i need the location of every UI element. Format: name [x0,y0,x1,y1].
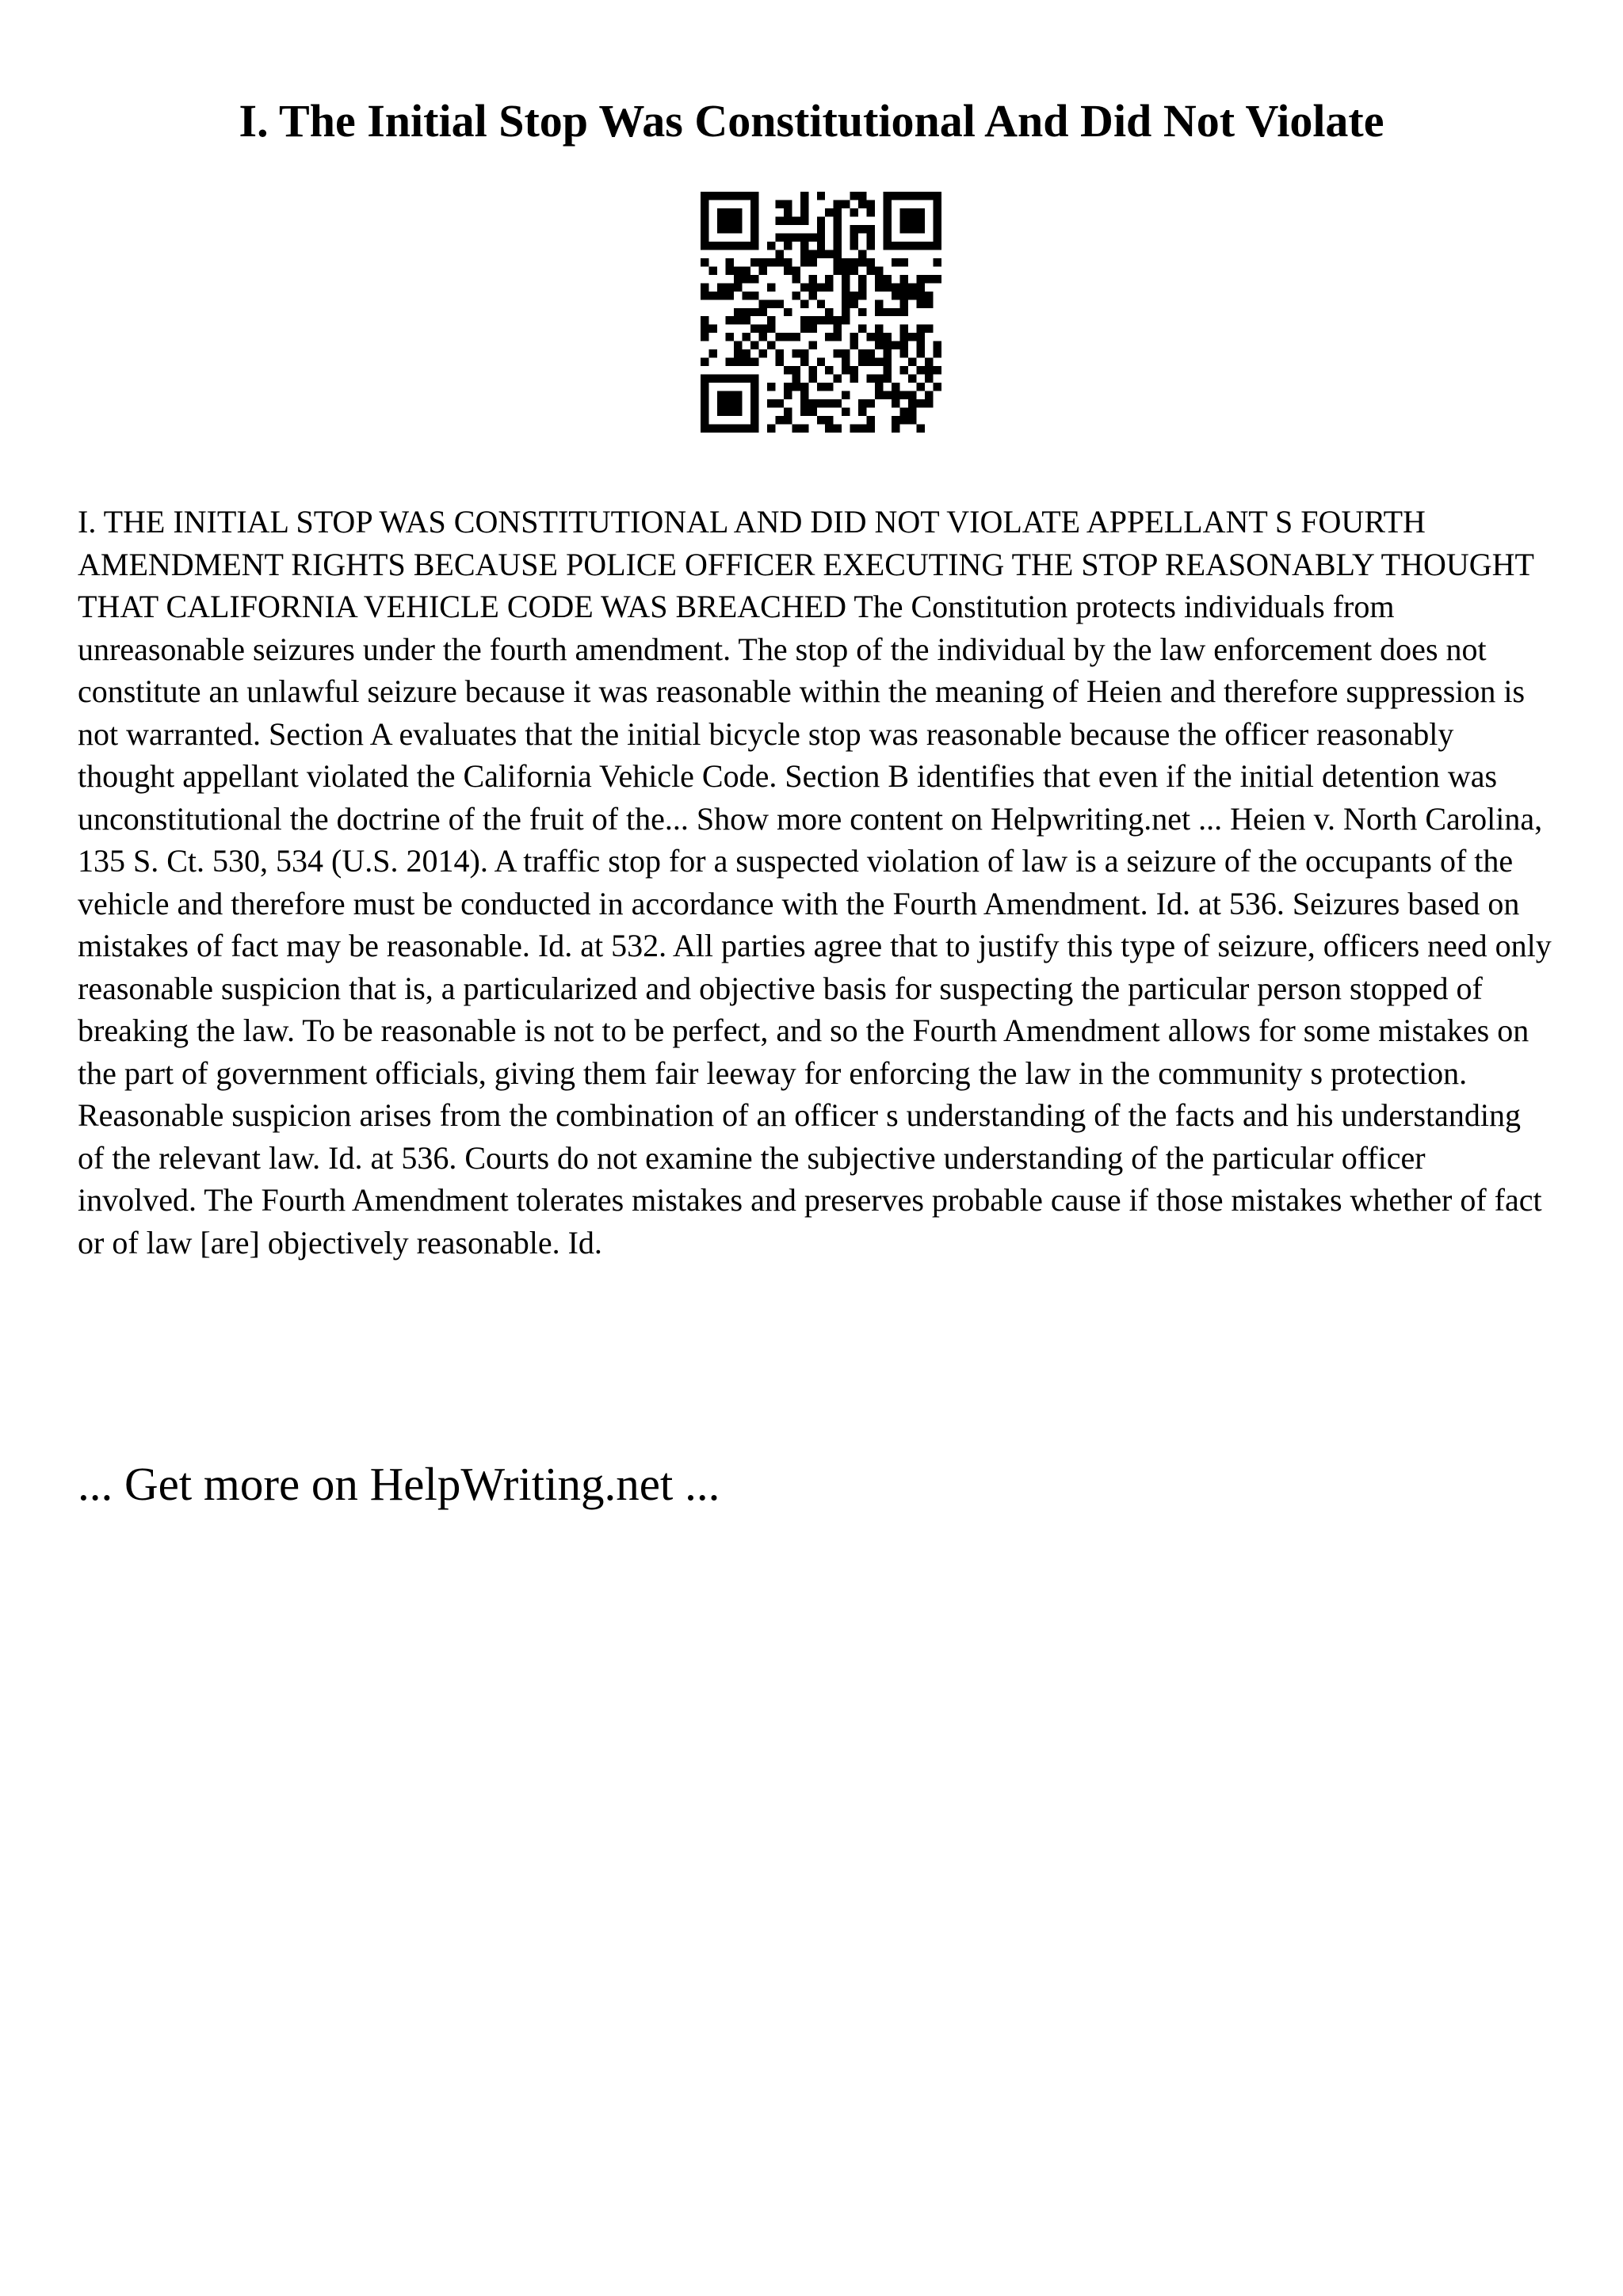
get-more-link[interactable]: ... Get more on HelpWriting.net ... [78,1458,720,1510]
qr-code-icon[interactable] [701,192,941,433]
body-paragraph: I. THE INITIAL STOP WAS CONSTITUTIONAL AND DID NOT VIOLATE APPELLANT S FOURTH AMENDMENT RIGHTS BECAUSE POLICE OFFICER EXECUTING THE STOP REASONABLY THOUGHT THAT CALIFORNIA VEHICLE CODE WAS BREACHED The Constitution protects individuals from unreasonable seizures under the fourth amendment. The stop of the individual by the law enforcement does not constitute an unlawful seizure because it was reasonable within the meaning of Heien and therefore suppression is not warranted. Section A evaluates that the initial bicycle stop was reasonable because the officer reasonably thought appellant violated the California Vehicle Code. Section B identifies that even if the initial detention was unconstitutional the doctrine of the fruit of the... Show more content on Helpwriting.net ... Heien v. North Carolina, 135 S. Ct. 530, 534 (U.S. 2014). A traffic stop for a suspected violation of law is a seizure of the occupants of the vehicle and therefore must be conducted in accordance with the Fourth Amendment. Id. at 536. Seizures based on mistakes of fact may be reasonable. Id. at 532. All parties agree that to justify this type of seizure, officers need only reasonable suspicion that is, a particularized and objective basis for suspecting the particular person stopped of breaking the law. To be reasonable is not to be perfect, and so the Fourth Amendment allows for some mistakes on the part of government officials, giving them fair leeway for enforcing the law in the community s protection. Reasonable suspicion arises from the combination of an officer s understanding of the facts and his understanding of the relevant law. Id. at 536. Courts do not examine the subjective understanding of the particular officer involved. The Fourth Amendment tolerates mistakes and preserves probable cause if those mistakes whether of fact or of law [are] objectively reasonable. Id. [78,504,1552,1261]
page-title: I. The Initial Stop Was Constitutional And Did Not Violate [239,95,1384,147]
